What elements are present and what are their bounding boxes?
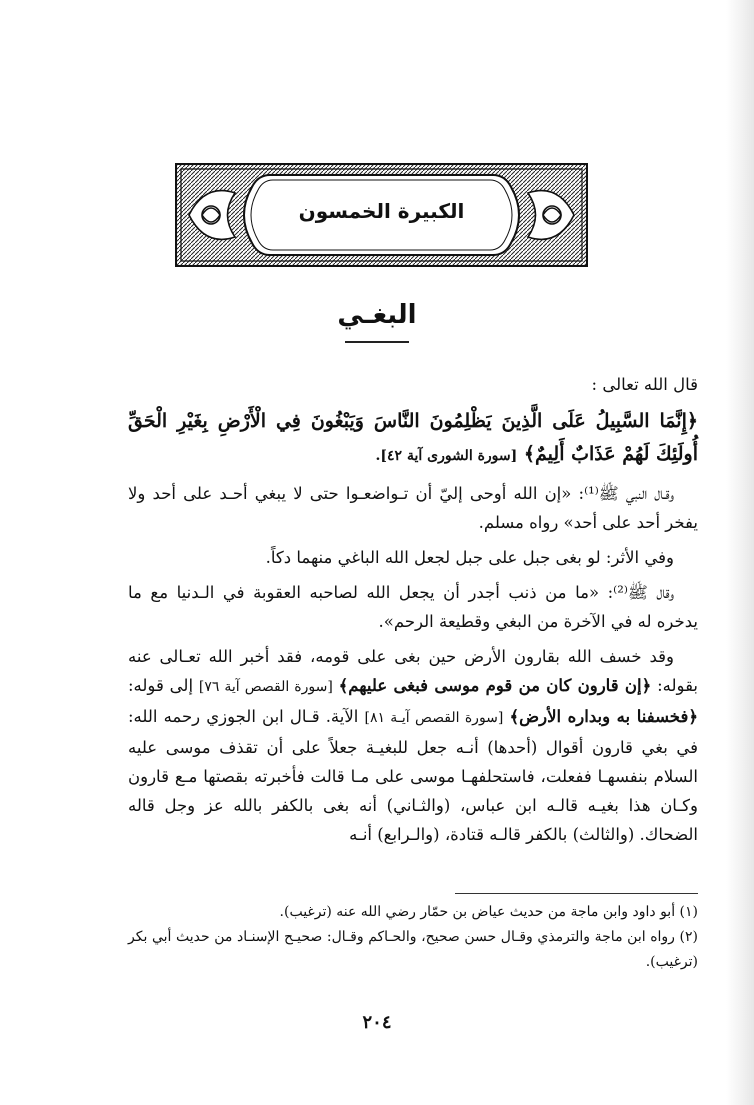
intro-line: قال الله تعالى : <box>591 375 698 394</box>
qarun-continuation: إلى قوله: <box>128 676 194 695</box>
athar-paragraph: وفي الأثر: لو بغى جبل على جبل لجعل الله الباغي منهما دكاً. <box>265 548 674 567</box>
quran-verse <box>128 405 698 473</box>
footnote-divider <box>455 893 698 894</box>
chapter-title: البغـي <box>337 300 417 330</box>
section-title: الكبيرة الخمسون <box>298 199 465 223</box>
chapter-header-frame <box>175 163 588 267</box>
qarun-verse-1: ﴿إن قارون كان من قوم موسى فبغى عليهم﴾ <box>338 676 652 695</box>
page-number: ٢٠٤ <box>362 1012 392 1033</box>
main-text <box>128 370 698 855</box>
hadith-paragraph-1: وقـال النبي ﷺ⁽¹⁾: «إن الله أوحى إليّ أن تـواضعـوا حتى لا يبغي أحـد على أحد ولا يفخر أحد على أحد» رواه مسلم. <box>128 484 698 532</box>
hadith-paragraph-2: وقال ﷺ⁽²⁾: «ما من ذنب أجدر أن يجعل الله لصاحبه العقوبة في الـدنيا مع ما يدخره له في الآخرة من البغي وقطيعة الرحم». <box>128 583 698 631</box>
qarun-verse-2: ﴿فخسفنا به وبداره الأرض﴾ <box>509 707 699 726</box>
qarun-paragraph <box>128 642 698 849</box>
verse-reference: [سورة الشورى آية ٤٢]. <box>375 448 518 464</box>
qarun-intro: وقد خسف الله بقارون الأرض حين بغى على قومه، فقد أخبر الله تعـالى عنه بقوله: <box>128 647 699 695</box>
qarun-commentary: الآية. قـال ابن الجوزي رحمه الله: في بغي قارون أقوال (أحدها) أنـه جعل للبغيـة جعلاً على أن تقذف موسى عليه السلام بنفسهـا ففعلت، فاستحلفهـا موسى على مـا قالت فأخبرته بقصتها مـع قارون وكـان هذا بغيـه قالـه ابن عباس، (والثـاني) أنه بغى بالكفر بالله عز وجل قاله الضحاك. (والثالث) بالكفر قالـه قتادة، (والـرابع) أنـه <box>128 707 698 844</box>
footnote-2: (٢) رواه ابن ماجة والترمذي وقـال حسن صحيح، والحـاكم وقـال: صحيـح الإسنـاد من حديث أبي بكر (ترغيب). <box>128 929 698 970</box>
verse-text: ﴿إِنَّمَا السَّبِيلُ عَلَى الَّذِينَ يَظْلِمُونَ النَّاسَ وَيَبْغُونَ فِي الْأَرْضِ بِغَيْرِ الْحَقِّ أُولَئِكَ لَهُمْ عَذَابٌ أَلِيمٌ﴾ <box>128 410 698 465</box>
footnotes <box>128 900 698 975</box>
chapter-title-underline <box>345 341 409 343</box>
qarun-reference-2: [سورة القصص آيـة ٨١] <box>364 710 504 726</box>
footnote-1: (١) أبو داود وابن ماجة من حديث عياض بن حمّار رضي الله عنه (ترغيب). <box>279 904 698 920</box>
qarun-reference-1: [سورة القصص آية ٧٦] <box>198 679 333 695</box>
page-edge <box>726 0 754 1105</box>
